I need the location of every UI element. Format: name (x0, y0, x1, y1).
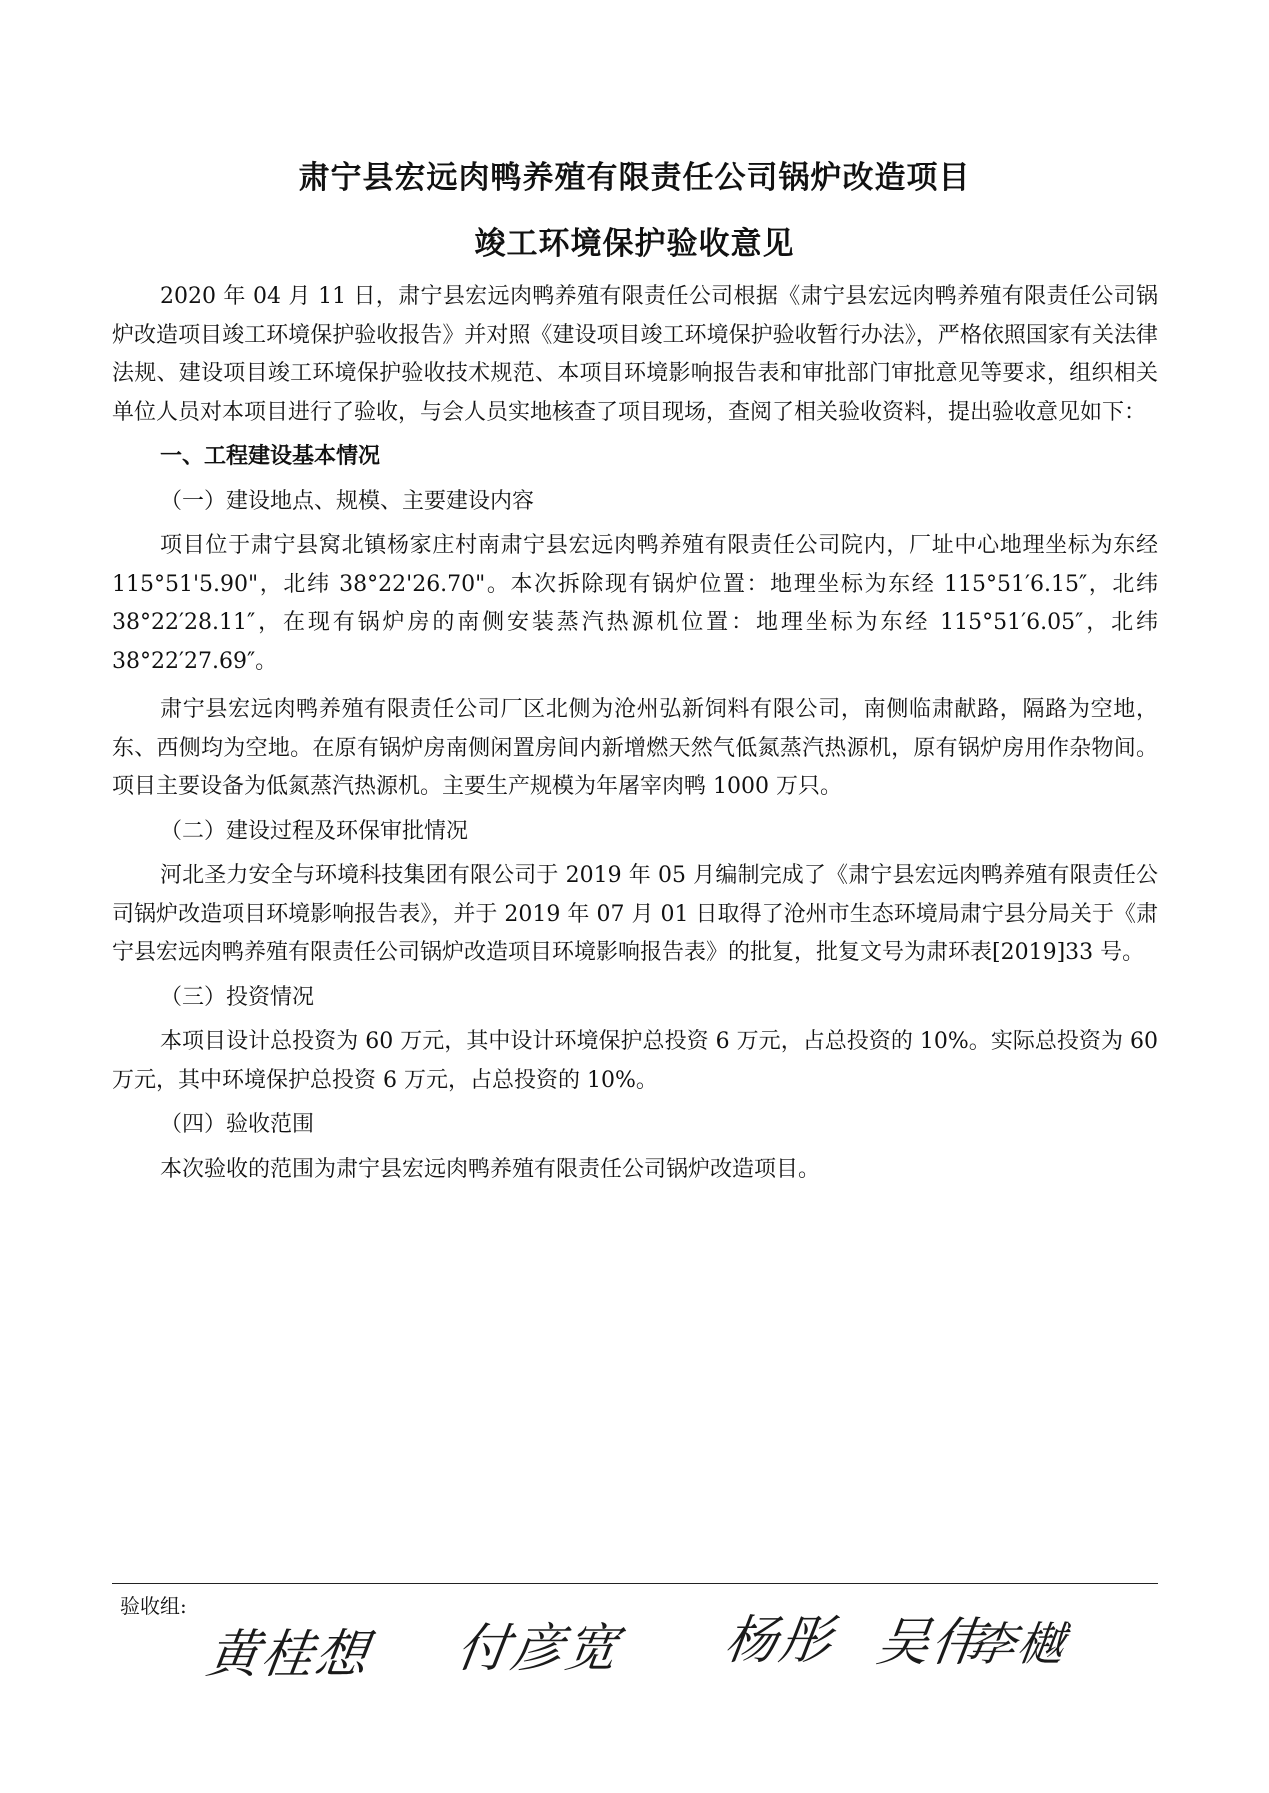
investment-paragraph: 本项目设计总投资为 60 万元，其中设计环境保护总投资 6 万元，占总投资的 10%。实际总投资为 60 万元，其中环境保护总投资 6 万元，占总投资的 10%。 (112, 1029, 1158, 1093)
signature-1: 黄桂想 (203, 1625, 374, 1685)
document-body (112, 278, 1158, 1189)
section-heading-1: 一、工程建设基本情况 (160, 444, 381, 469)
footer-divider (112, 1583, 1158, 1584)
acceptance-group-label: 验收组: (120, 1594, 187, 1618)
signature-3: 杨彤 (721, 1611, 838, 1671)
subsection-heading-3: （三）投资情况 (160, 984, 315, 1010)
document-title-line2: 竣工环境保护验收意见 (474, 226, 795, 262)
scope-paragraph: 本次验收的范围为肃宁县宏远肉鸭养殖有限责任公司锅炉改造项目。 (160, 1156, 821, 1182)
signature-5: 李樾 (965, 1617, 1070, 1671)
signature-4: 吴伟 (873, 1613, 990, 1673)
intro-paragraph: 2020 年 04 月 11 日，肃宁县宏远肉鸭养殖有限责任公司根据《肃宁县宏远肉鸭养殖有限责任公司锅炉改造项目竣工环境保护验收报告》并对照《建设项目竣工环境保护验收暂行办法》，严格依照国家有关法律法规、建设项目竣工环境保护验收技术规范、本项目环境影响报告表和审批部门审批意见等要求，组织相关单位人员对本项目进行了验收，与会人员实地核查了项目现场，查阅了相关验收资料，提出验收意见如下： (112, 284, 1158, 425)
location-paragraph: 项目位于肃宁县窝北镇杨家庄村南肃宁县宏远肉鸭养殖有限责任公司院内，厂址中心地理坐标为东经 115°51'5.90"，北纬 38°22'26.70"。本次拆除现有锅炉位置：地理坐标为东经 115°51′6.15″，北纬 38°22′28.11″，在现有锅炉房的南侧安装蒸汽热源机位置：地理坐标为东经 115°51′6.05″，北纬 38°22′27.69″。 (112, 533, 1158, 674)
subsection-heading-1: （一）建设地点、规模、主要建设内容 (160, 488, 535, 514)
signature-2: 付彦宽 (453, 1619, 624, 1679)
surroundings-paragraph: 肃宁县宏远肉鸭养殖有限责任公司厂区北侧为沧州弘新饲料有限公司，南侧临肃献路，隔路为空地，东、西侧均为空地。在原有锅炉房南侧闲置房间内新增燃天然气低氮蒸汽热源机，原有锅炉房用作杂物间。项目主要设备为低氮蒸汽热源机。主要生产规模为年屠宰肉鸭 1000 万只。 (112, 697, 1158, 799)
approval-paragraph: 河北圣力安全与环境科技集团有限公司于 2019 年 05 月编制完成了《肃宁县宏远肉鸭养殖有限责任公司锅炉改造项目环境影响报告表》，并于 2019 年 07 月 01 日取得了沧州市生态环境局肃宁县分局关于《肃宁县宏远肉鸭养殖有限责任公司锅炉改造项目环境影响报告表》的批复，批复文号为肃环表[2019]33 号。 (112, 863, 1158, 965)
document-title-line1: 肃宁县宏远肉鸭养殖有限责任公司锅炉改造项目 (298, 160, 971, 196)
subsection-heading-2: （二）建设过程及环保审批情况 (160, 818, 469, 844)
subsection-heading-4: （四）验收范围 (160, 1112, 315, 1137)
